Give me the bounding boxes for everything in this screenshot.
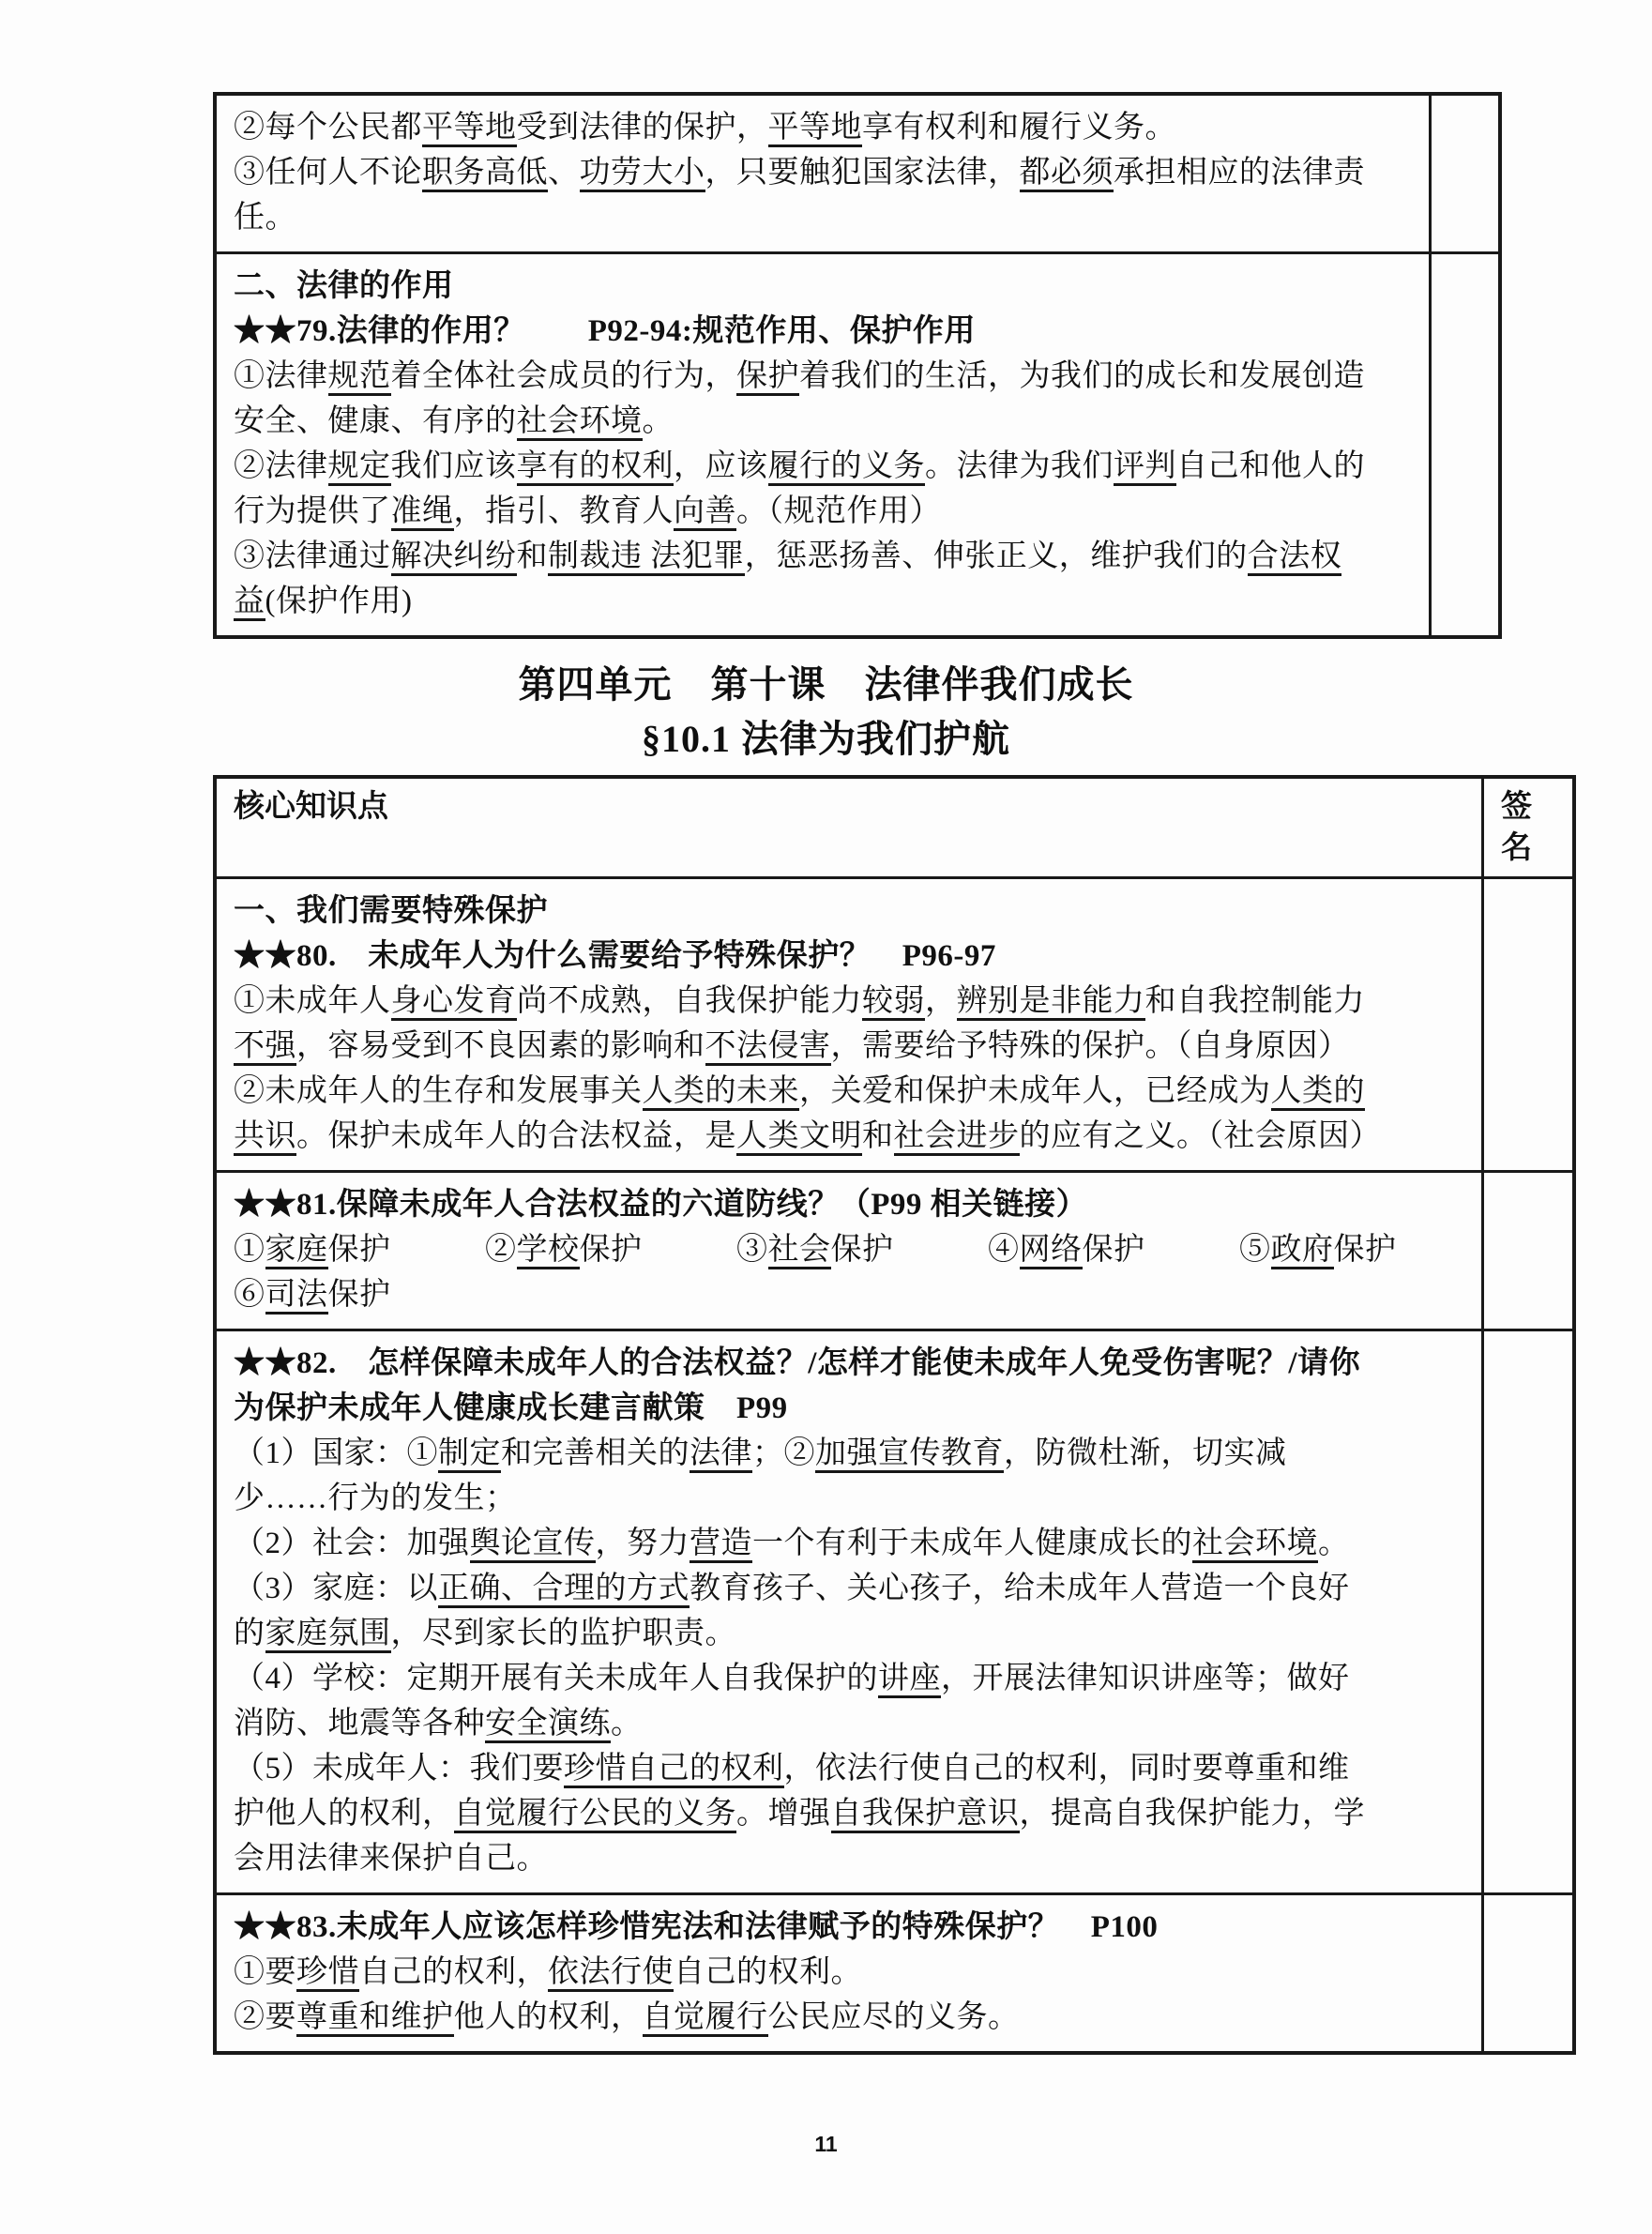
row-content (217, 879, 1481, 1170)
column-header-signature: 签名 (1481, 779, 1572, 876)
underlined-keyword: 家庭 (265, 1233, 328, 1269)
underlined-keyword: 平等地 (768, 111, 863, 147)
text-line: 一、我们需要特殊保护 (234, 894, 548, 928)
underlined-keyword: 家庭氛围 (265, 1617, 391, 1653)
text-line: ②要尊重和维护他人的权利，自觉履行公民应尽的义务。 (234, 1995, 1464, 2040)
underlined-keyword: 规定 (328, 449, 391, 486)
underlined-keyword: 自觉履行 (643, 2000, 768, 2037)
text-line: （4）学校：定期开展有关未成年人自我保护的讲座，开展法律知识讲座等；做好 (234, 1656, 1464, 1701)
text-line: 任。 (234, 201, 296, 235)
text-line: ★★79.法律的作用？ P92-94:规范作用、保护作用 (234, 314, 976, 348)
underlined-keyword: 社会环境 (517, 404, 643, 441)
underlined-keyword: 不法侵害 (705, 1029, 831, 1066)
text-line: ②每个公民都平等地受到法律的保护，平等地享有权利和履行义务。 (234, 105, 1412, 150)
underlined-keyword: 制裁违 法犯罪 (548, 540, 745, 576)
underlined-keyword: 身心发育 (391, 984, 517, 1021)
row-content (217, 96, 1429, 251)
underlined-keyword: 制定 (438, 1436, 501, 1473)
unit-heading: 第四单元 第十课 法律伴我们成长 (518, 663, 1134, 706)
text-line: 为保护未成年人健康成长建言献策 P99 (234, 1391, 788, 1425)
underlined-keyword: 合法权 (1248, 540, 1342, 576)
underlined-keyword: 职务高低 (422, 156, 548, 192)
underlined-keyword: 讲座 (878, 1662, 941, 1698)
row-content (217, 1173, 1481, 1329)
underlined-keyword: 社会环境 (1192, 1527, 1318, 1563)
underlined-keyword: 平等地 (422, 111, 517, 147)
text-line: （2）社会：加强舆论宣传，努力营造一个有利于未成年人健康成长的社会环境。 (234, 1521, 1464, 1566)
underlined-keyword: 珍惜自己的权利 (564, 1752, 784, 1788)
table-row (217, 876, 1572, 1170)
underlined-keyword: 履行的义务 (768, 449, 926, 486)
text-line: 会用法律来保护自己。 (234, 1842, 548, 1876)
table-header-row (217, 779, 1572, 876)
text-line: 少……行为的发生； (234, 1482, 517, 1515)
underlined-keyword: 辨别是非能力 (957, 984, 1145, 1021)
text-line: ①家庭保护 ②学校保护 ③社会保护 ④网络保护 ⑤政府保护 (234, 1227, 1464, 1272)
underlined-keyword: 尊重和维护 (296, 2000, 454, 2037)
underlined-keyword: 人类的未来 (643, 1074, 800, 1111)
signature-cell (1481, 1173, 1572, 1329)
text-line: 行为提供了准绳，指引、教育人向善。（规范作用） (234, 489, 1412, 534)
underlined-keyword: 政府 (1271, 1233, 1334, 1269)
underlined-keyword: 向善 (674, 494, 736, 531)
underlined-keyword: 人类文明 (736, 1119, 862, 1156)
signature-cell (1481, 879, 1572, 1170)
underlined-keyword: 不强 (234, 1029, 296, 1066)
underlined-keyword: 享有的权利 (517, 449, 674, 486)
underlined-keyword: 社会 (768, 1233, 831, 1269)
row-content (217, 1895, 1481, 2051)
text-line: 共识。保护未成年人的合法权益，是人类文明和社会进步的应有之义。（社会原因） (234, 1114, 1464, 1159)
underlined-keyword: 人类的 (1271, 1074, 1366, 1111)
underlined-keyword: 珍惜 (296, 1955, 359, 1992)
underlined-keyword: 依法行使 (548, 1955, 674, 1992)
underlined-keyword: 规范 (328, 359, 391, 396)
text-line: ①要珍惜自己的权利，依法行使自己的权利。 (234, 1950, 1464, 1995)
underlined-keyword: 舆论宣传 (470, 1527, 596, 1563)
text-line: ★★82. 怎样保障未成年人的合法权益？/怎样才能使未成年人免受伤害呢？/请你 (234, 1346, 1361, 1380)
underlined-keyword: 学校 (517, 1233, 580, 1269)
text-line: 消防、地震等各种安全演练。 (234, 1701, 1464, 1746)
text-line: 安全、健康、有序的社会环境。 (234, 399, 1412, 444)
text-line: （5）未成年人：我们要珍惜自己的权利，依法行使自己的权利，同时要尊重和维 (234, 1746, 1464, 1791)
text-line: ①未成年人身心发育尚不成熟，自我保护能力较弱，辨别是非能力和自我控制能力 (234, 979, 1464, 1024)
signature-cell (1481, 1331, 1572, 1892)
text-line: 二、法律的作用 (234, 269, 454, 303)
underlined-keyword: 益 (234, 585, 265, 621)
section-heading: §10.1 法律为我们护航 (642, 718, 1010, 760)
underlined-keyword: 解决纠纷 (391, 540, 517, 576)
underlined-keyword: 网络 (1020, 1233, 1083, 1269)
table-row (217, 1170, 1572, 1329)
underlined-keyword: 正确、合理的方式 (438, 1572, 690, 1608)
text-line: 护他人的权利，自觉履行公民的义务。增强自我保护意识，提高自我保护能力，学 (234, 1791, 1464, 1836)
text-line: ②未成年人的生存和发展事关人类的未来，关爱和保护未成年人，已经成为人类的 (234, 1069, 1464, 1114)
signature-cell (1481, 1895, 1572, 2051)
core-knowledge-table (213, 775, 1576, 2055)
underlined-keyword: 司法 (265, 1278, 328, 1315)
underlined-keyword: 功劳大小 (580, 156, 705, 192)
underlined-keyword: 评判 (1114, 449, 1176, 486)
underlined-keyword: 营造 (690, 1527, 752, 1563)
text-line: ★★80. 未成年人为什么需要给予特殊保护？ P96-97 (234, 939, 996, 973)
text-line: ★★83.未成年人应该怎样珍惜宪法和法律赋予的特殊保护？ P100 (234, 1910, 1159, 1944)
text-line: ★★81.保障未成年人合法权益的六道防线？（P99 相关链接） (234, 1188, 1088, 1222)
text-line: ⑥司法保护 (234, 1272, 1464, 1317)
underlined-keyword: 共识 (234, 1119, 296, 1156)
row-content (217, 254, 1429, 635)
table-row (217, 1329, 1572, 1892)
underlined-keyword: 自觉履行公民的义务 (454, 1797, 737, 1833)
law-role-table (213, 92, 1502, 639)
table-row (217, 96, 1498, 251)
underlined-keyword: 加强宣传教育 (815, 1436, 1004, 1473)
underlined-keyword: 社会进步 (894, 1119, 1020, 1156)
text-line: 不强，容易受到不良因素的影响和不法侵害，需要给予特殊的保护。（自身原因） (234, 1024, 1464, 1069)
underlined-keyword: 安全演练 (485, 1707, 611, 1743)
underlined-keyword: 自我保护意识 (831, 1797, 1020, 1833)
text-line: ③法律通过解决纠纷和制裁违 法犯罪，惩恶扬善、伸张正义，维护我们的合法权 (234, 534, 1412, 579)
column-header-knowledge: 核心知识点 (234, 790, 388, 824)
underlined-keyword: 都必须 (1020, 156, 1114, 192)
text-line: ①法律规范着全体社会成员的行为，保护着我们的生活，为我们的成长和发展创造 (234, 354, 1412, 399)
table-row (217, 1892, 1572, 2051)
text-line: （1）国家：①制定和完善相关的法律；②加强宣传教育，防微杜渐，切实减 (234, 1431, 1464, 1476)
underlined-keyword: 保护 (736, 359, 799, 396)
page-number: 11 (814, 2132, 838, 2156)
text-line: （3）家庭：以正确、合理的方式教育孩子、关心孩子，给未成年人营造一个良好 (234, 1566, 1464, 1611)
text-line: 益(保护作用) (234, 579, 1412, 624)
table-row (217, 251, 1498, 635)
text-line: ③任何人不论职务高低、功劳大小，只要触犯国家法律，都必须承担相应的法律责 (234, 150, 1412, 195)
underlined-keyword: 准绳 (391, 494, 454, 531)
signature-cell (1429, 96, 1498, 251)
row-content (217, 1331, 1481, 1892)
text-line: 的家庭氛围，尽到家长的监护职责。 (234, 1611, 1464, 1656)
text-line: ②法律规定我们应该享有的权利，应该履行的义务。法律为我们评判自己和他人的 (234, 444, 1412, 489)
signature-cell (1429, 254, 1498, 635)
underlined-keyword: 较弱 (862, 984, 925, 1021)
underlined-keyword: 法律 (690, 1436, 752, 1473)
